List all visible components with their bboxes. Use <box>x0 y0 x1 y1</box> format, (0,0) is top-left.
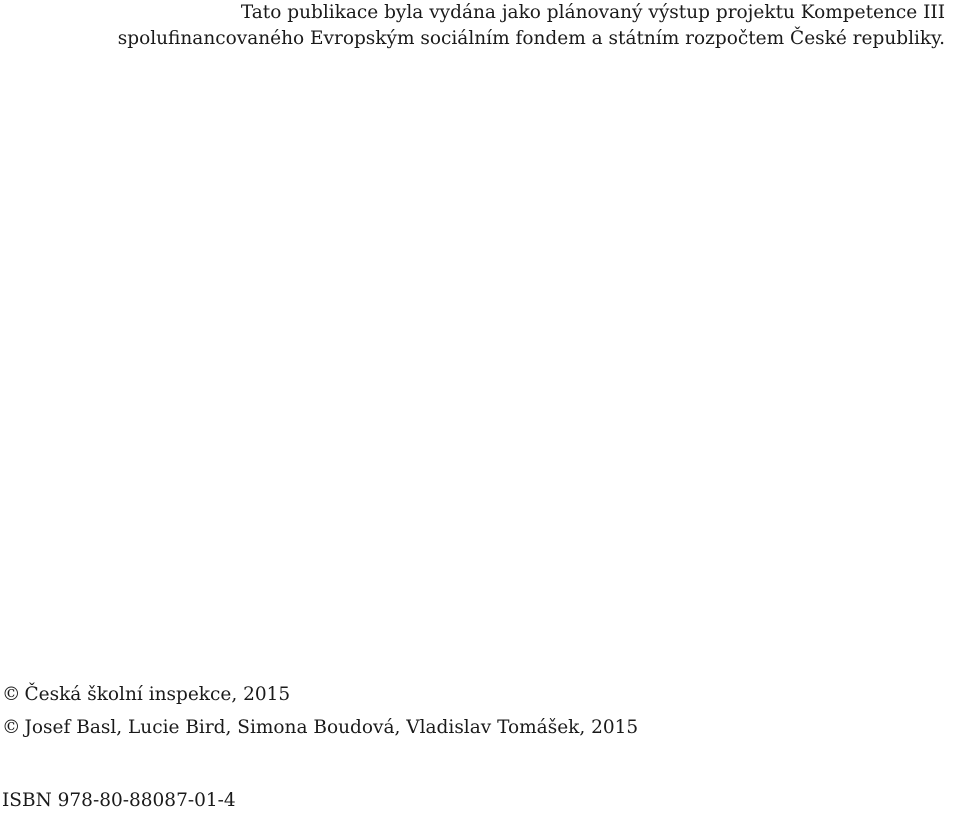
copyright-line-authors <box>2 715 638 741</box>
funding-note <box>0 0 945 52</box>
copyright-symbol: © <box>2 717 21 738</box>
copyright-block <box>2 682 638 748</box>
funding-note-line-1: Tato publikace byla vydána jako plánovaný výstup projektu Kompetence III <box>240 2 945 23</box>
funding-note-line-2: spolufinancovaného Evropským sociálním fondem a státním rozpočtem České republiky. <box>117 28 945 49</box>
copyright-line-institution <box>2 682 638 708</box>
copyright-symbol: © <box>2 684 21 705</box>
copyright-holder-institution: Česká školní inspekce, 2015 <box>24 684 291 705</box>
copyright-holder-authors: Josef Basl, Lucie Bird, Simona Boudová, Vladislav Tomášek, 2015 <box>24 717 639 738</box>
isbn-number: ISBN 978-80-88087-01-4 <box>2 790 236 811</box>
